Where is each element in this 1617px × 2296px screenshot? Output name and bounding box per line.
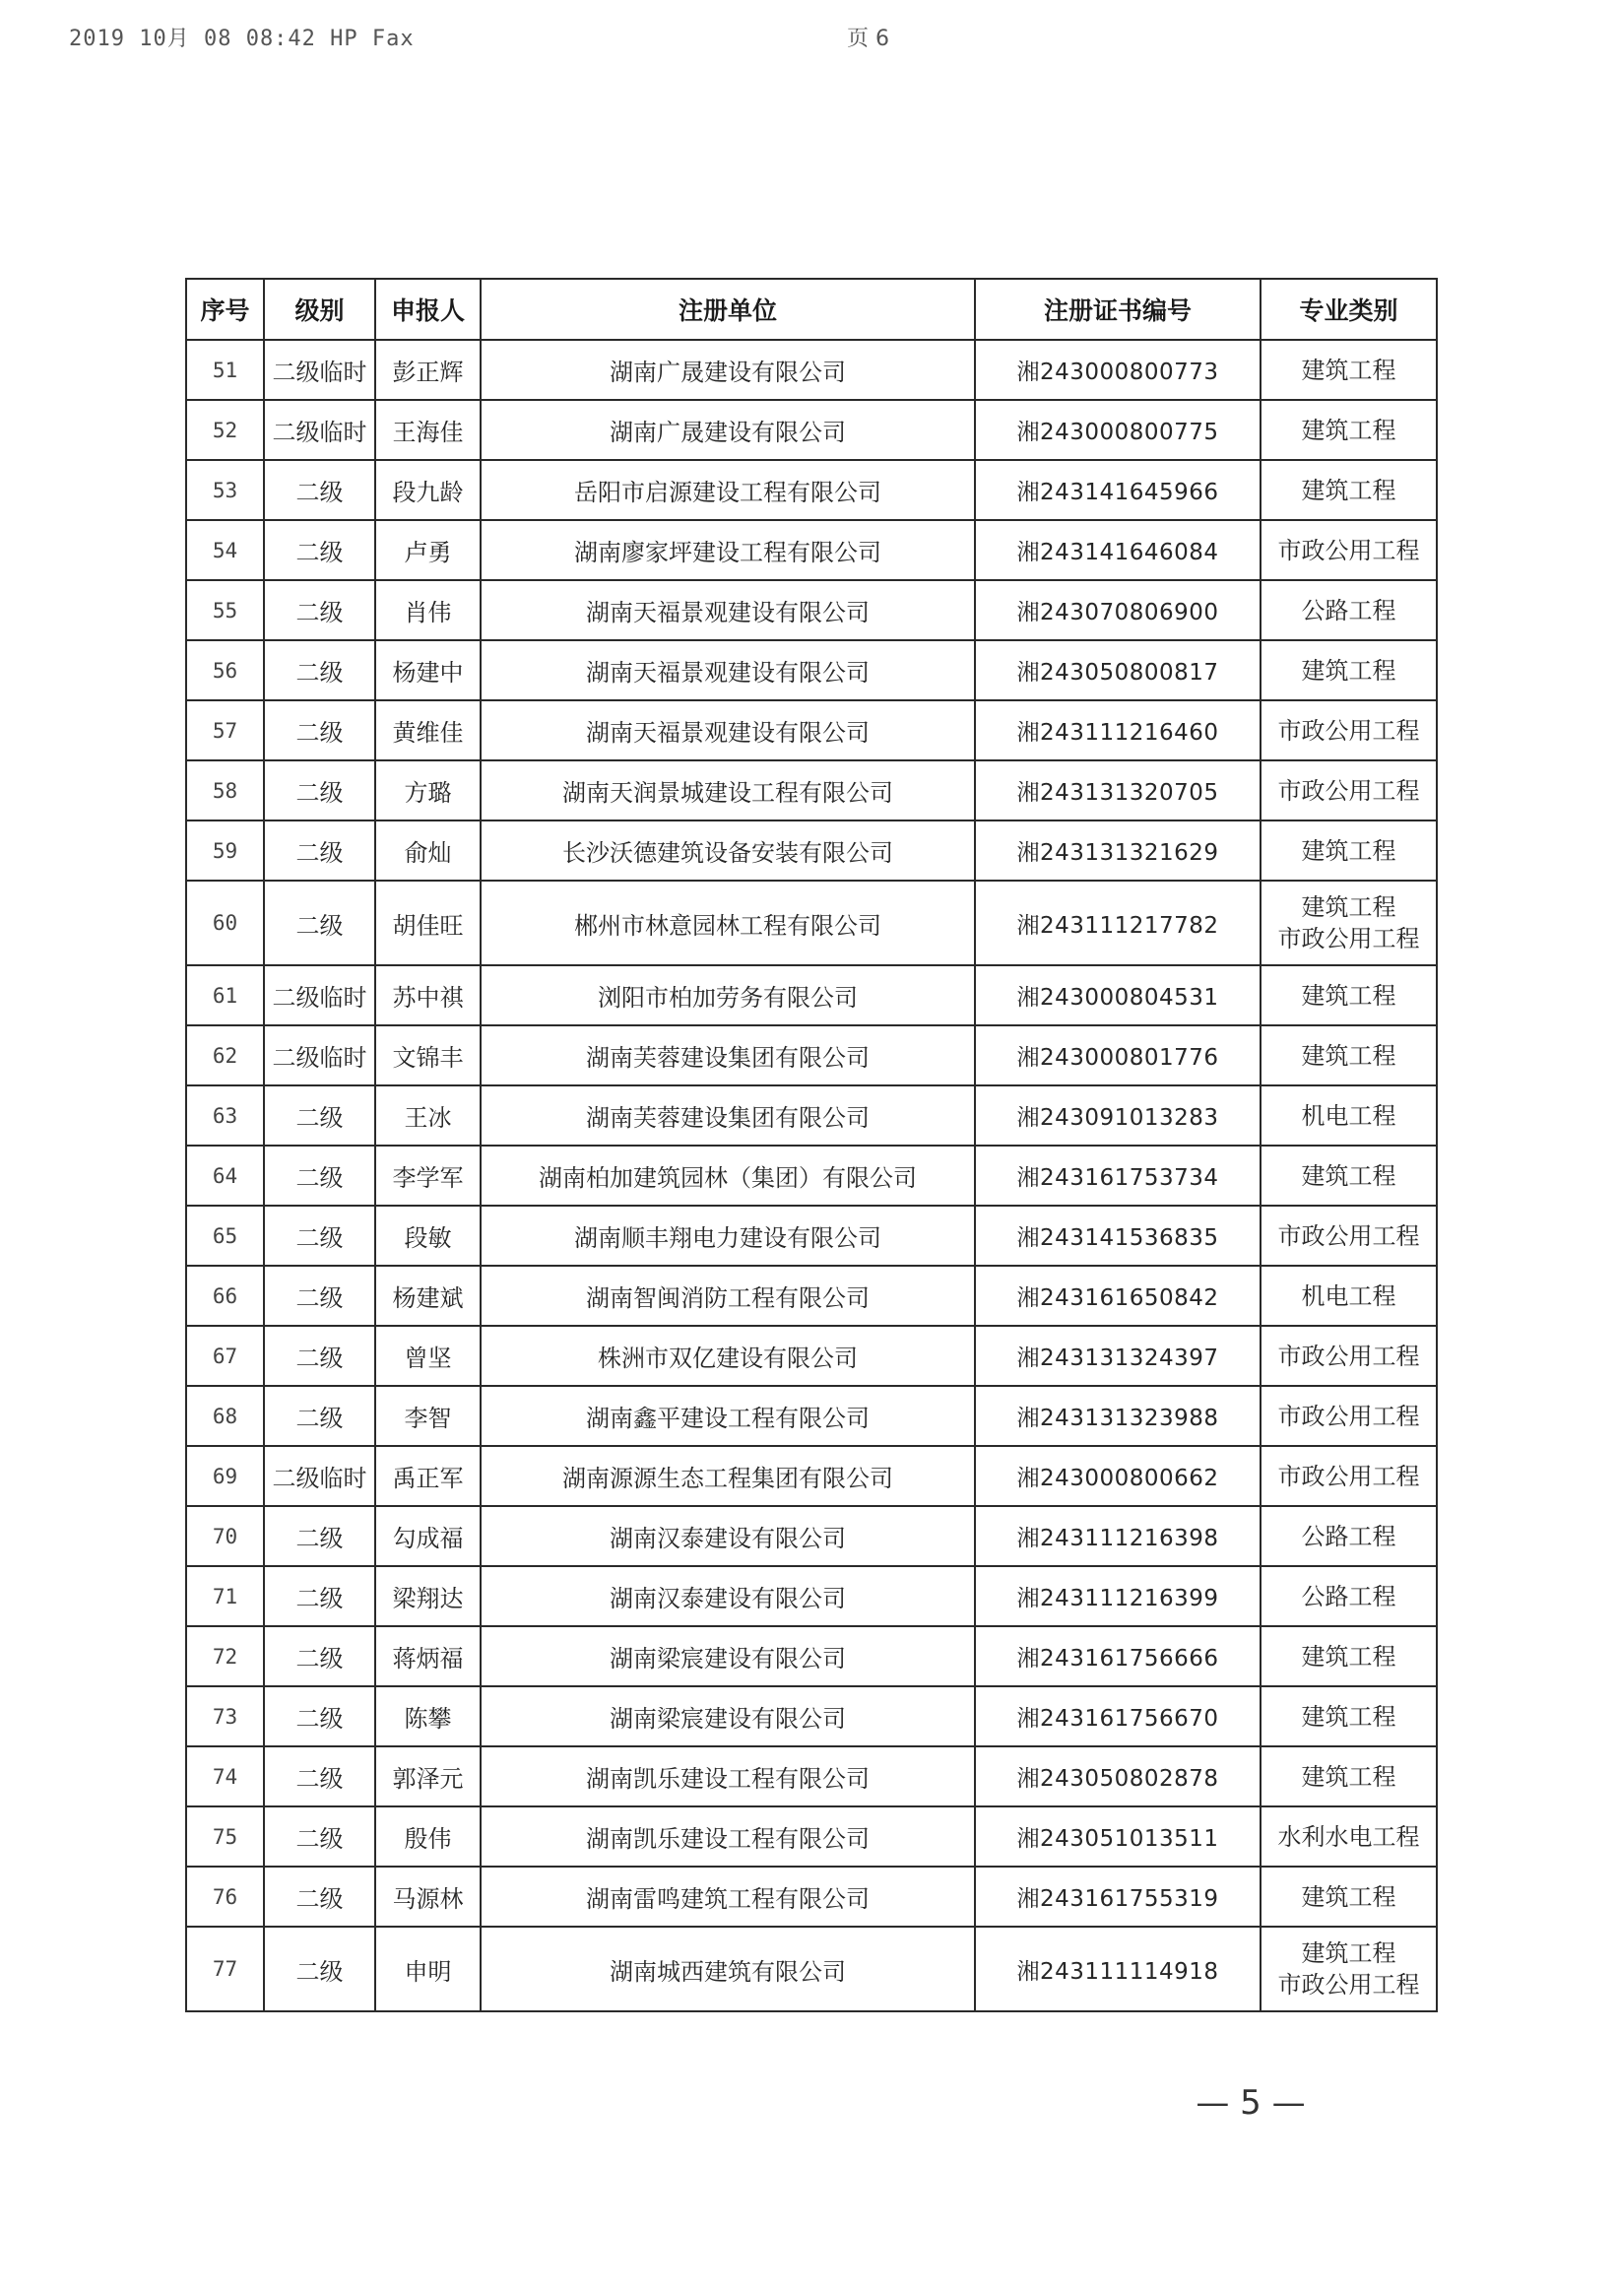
table-row	[186, 580, 1437, 640]
row-applicant: 段敏	[375, 1206, 481, 1266]
row-unit: 湖南智闽消防工程有限公司	[481, 1266, 975, 1326]
row-category	[1261, 520, 1437, 580]
row-serial: 59	[186, 820, 264, 881]
row-serial: 55	[186, 580, 264, 640]
table-header-row	[186, 279, 1437, 340]
category-line: 市政公用工程	[1277, 536, 1420, 564]
table-row	[186, 1386, 1437, 1446]
row-category	[1261, 400, 1437, 460]
category-line: 建筑工程	[1301, 1041, 1396, 1070]
row-applicant: 卢勇	[375, 520, 481, 580]
row-applicant: 曾坚	[375, 1326, 481, 1386]
table-row	[186, 1927, 1437, 2011]
row-level: 二级	[264, 580, 375, 640]
row-category	[1261, 1686, 1437, 1746]
category-line: 公路工程	[1301, 1582, 1396, 1610]
row-unit: 株洲市双亿建设有限公司	[481, 1326, 975, 1386]
table-row	[186, 460, 1437, 520]
row-unit: 湖南源源生态工程集团有限公司	[481, 1446, 975, 1506]
category-line: 公路工程	[1301, 1522, 1396, 1550]
row-level: 二级	[264, 1686, 375, 1746]
row-unit: 湖南芙蓉建设集团有限公司	[481, 1085, 975, 1146]
row-applicant: 杨建斌	[375, 1266, 481, 1326]
row-serial: 77	[186, 1927, 264, 2011]
row-category	[1261, 1626, 1437, 1686]
row-serial: 73	[186, 1686, 264, 1746]
row-category	[1261, 340, 1437, 400]
row-level: 二级	[264, 1927, 375, 2011]
row-cert: 湘243141646084	[975, 520, 1261, 580]
header-category: 专业类别	[1261, 279, 1437, 340]
category-line: 机电工程	[1301, 1101, 1396, 1130]
row-unit: 湖南梁宸建设有限公司	[481, 1626, 975, 1686]
row-applicant: 段九龄	[375, 460, 481, 520]
row-cert: 湘243050800817	[975, 640, 1261, 700]
row-level: 二级临时	[264, 1446, 375, 1506]
row-cert: 湘243131324397	[975, 1326, 1261, 1386]
row-applicant: 禹正军	[375, 1446, 481, 1506]
row-cert: 湘243141645966	[975, 460, 1261, 520]
table-row	[186, 1746, 1437, 1806]
row-level: 二级	[264, 760, 375, 820]
row-cert: 湘243051013511	[975, 1806, 1261, 1867]
row-level: 二级	[264, 1085, 375, 1146]
row-level: 二级	[264, 1867, 375, 1927]
row-unit: 湖南广晟建设有限公司	[481, 400, 975, 460]
row-serial: 51	[186, 340, 264, 400]
row-serial: 63	[186, 1085, 264, 1146]
row-applicant: 勾成福	[375, 1506, 481, 1566]
row-applicant: 黄维佳	[375, 700, 481, 760]
table-row	[186, 820, 1437, 881]
row-level: 二级临时	[264, 340, 375, 400]
row-cert: 湘243000800773	[975, 340, 1261, 400]
row-applicant: 郭泽元	[375, 1746, 481, 1806]
row-serial: 75	[186, 1806, 264, 1867]
row-level: 二级	[264, 1626, 375, 1686]
row-unit: 湖南凯乐建设工程有限公司	[481, 1806, 975, 1867]
table-row	[186, 760, 1437, 820]
row-category	[1261, 1266, 1437, 1326]
row-unit: 湖南城西建筑有限公司	[481, 1927, 975, 2011]
row-level: 二级	[264, 1806, 375, 1867]
category-line: 建筑工程	[1301, 1939, 1396, 1967]
row-category	[1261, 1566, 1437, 1626]
row-unit: 岳阳市启源建设工程有限公司	[481, 460, 975, 520]
row-level: 二级	[264, 1386, 375, 1446]
row-level: 二级	[264, 820, 375, 881]
row-level: 二级	[264, 1146, 375, 1206]
row-cert: 湘243161756670	[975, 1686, 1261, 1746]
header-cert: 注册证书编号	[975, 279, 1261, 340]
row-unit: 湖南柏加建筑园林（集团）有限公司	[481, 1146, 975, 1206]
table-row	[186, 340, 1437, 400]
category-line: 建筑工程	[1301, 416, 1396, 444]
row-unit: 湖南天福景观建设有限公司	[481, 640, 975, 700]
row-cert: 湘243111216460	[975, 700, 1261, 760]
row-unit: 湖南顺丰翔电力建设有限公司	[481, 1206, 975, 1266]
table-row	[186, 1025, 1437, 1085]
row-category	[1261, 1025, 1437, 1085]
row-level: 二级	[264, 520, 375, 580]
category-line: 建筑工程	[1301, 1882, 1396, 1911]
category-line: 建筑工程	[1301, 981, 1396, 1010]
row-cert: 湘243000801776	[975, 1025, 1261, 1085]
row-level: 二级	[264, 1746, 375, 1806]
row-serial: 72	[186, 1626, 264, 1686]
row-cert: 湘243000800775	[975, 400, 1261, 460]
table-row	[186, 640, 1437, 700]
row-cert: 湘243161753734	[975, 1146, 1261, 1206]
row-level: 二级临时	[264, 965, 375, 1025]
table-row	[186, 1506, 1437, 1566]
row-serial: 65	[186, 1206, 264, 1266]
category-line: 水利水电工程	[1277, 1822, 1420, 1851]
row-unit: 浏阳市柏加劳务有限公司	[481, 965, 975, 1025]
row-category	[1261, 965, 1437, 1025]
row-serial: 64	[186, 1146, 264, 1206]
category-line: 建筑工程	[1301, 356, 1396, 384]
row-applicant: 文锦丰	[375, 1025, 481, 1085]
category-line: 市政公用工程	[1277, 1221, 1420, 1250]
row-serial: 66	[186, 1266, 264, 1326]
row-category	[1261, 1927, 1437, 2011]
row-level: 二级	[264, 881, 375, 965]
row-category	[1261, 580, 1437, 640]
category-line: 公路工程	[1301, 596, 1396, 624]
row-unit: 长沙沃德建筑设备安装有限公司	[481, 820, 975, 881]
row-unit: 湖南汉泰建设有限公司	[481, 1506, 975, 1566]
row-cert: 湘243000800662	[975, 1446, 1261, 1506]
row-category	[1261, 1806, 1437, 1867]
category-line: 市政公用工程	[1277, 776, 1420, 805]
row-category	[1261, 640, 1437, 700]
category-line: 市政公用工程	[1277, 716, 1420, 745]
row-applicant: 苏中祺	[375, 965, 481, 1025]
row-cert: 湘243141536835	[975, 1206, 1261, 1266]
row-level: 二级	[264, 700, 375, 760]
category-line: 机电工程	[1301, 1281, 1396, 1310]
row-applicant: 王冰	[375, 1085, 481, 1146]
row-serial: 74	[186, 1746, 264, 1806]
row-unit: 湖南芙蓉建设集团有限公司	[481, 1025, 975, 1085]
table-body	[186, 340, 1437, 2011]
row-unit: 湖南汉泰建设有限公司	[481, 1566, 975, 1626]
row-applicant: 陈攀	[375, 1686, 481, 1746]
row-serial: 69	[186, 1446, 264, 1506]
row-cert: 湘243131320705	[975, 760, 1261, 820]
table-row	[186, 1566, 1437, 1626]
row-unit: 湖南雷鸣建筑工程有限公司	[481, 1867, 975, 1927]
row-level: 二级	[264, 1326, 375, 1386]
row-category	[1261, 1085, 1437, 1146]
category-line: 建筑工程	[1301, 893, 1396, 921]
row-serial: 58	[186, 760, 264, 820]
category-line: 建筑工程	[1301, 1161, 1396, 1190]
row-level: 二级	[264, 640, 375, 700]
row-serial: 56	[186, 640, 264, 700]
row-level: 二级临时	[264, 400, 375, 460]
row-unit: 湖南天润景城建设工程有限公司	[481, 760, 975, 820]
row-applicant: 方璐	[375, 760, 481, 820]
category-line: 建筑工程	[1301, 1762, 1396, 1791]
category-line: 市政公用工程	[1277, 1971, 1420, 1999]
table-row	[186, 1867, 1437, 1927]
table-row	[186, 965, 1437, 1025]
row-applicant: 王海佳	[375, 400, 481, 460]
row-cert: 湘243050802878	[975, 1746, 1261, 1806]
row-serial: 67	[186, 1326, 264, 1386]
row-applicant: 李智	[375, 1386, 481, 1446]
category-line: 市政公用工程	[1277, 1402, 1420, 1430]
row-cert: 湘243091013283	[975, 1085, 1261, 1146]
row-serial: 61	[186, 965, 264, 1025]
row-unit: 湖南天福景观建设有限公司	[481, 700, 975, 760]
row-applicant: 申明	[375, 1927, 481, 2011]
row-serial: 68	[186, 1386, 264, 1446]
row-level: 二级	[264, 1266, 375, 1326]
row-category	[1261, 1446, 1437, 1506]
page-number: — 5 —	[1196, 2083, 1306, 2123]
row-category	[1261, 881, 1437, 965]
row-cert: 湘243111217782	[975, 881, 1261, 965]
table-row	[186, 1085, 1437, 1146]
table-row	[186, 1806, 1437, 1867]
row-category	[1261, 1206, 1437, 1266]
row-unit: 湖南天福景观建设有限公司	[481, 580, 975, 640]
fax-header	[69, 22, 1546, 61]
row-applicant: 俞灿	[375, 820, 481, 881]
row-unit: 湖南梁宸建设有限公司	[481, 1686, 975, 1746]
row-serial: 71	[186, 1566, 264, 1626]
table-row	[186, 1446, 1437, 1506]
row-category	[1261, 1146, 1437, 1206]
row-serial: 54	[186, 520, 264, 580]
row-level: 二级	[264, 1506, 375, 1566]
header-serial: 序号	[186, 279, 264, 340]
table-row	[186, 1686, 1437, 1746]
row-level: 二级	[264, 1566, 375, 1626]
category-line: 建筑工程	[1301, 476, 1396, 504]
row-serial: 60	[186, 881, 264, 965]
row-serial: 53	[186, 460, 264, 520]
fax-page-label: 页 6	[847, 27, 889, 51]
registration-table	[185, 278, 1438, 2012]
row-category	[1261, 1867, 1437, 1927]
row-serial: 57	[186, 700, 264, 760]
row-cert: 湘243161756666	[975, 1626, 1261, 1686]
row-applicant: 马源林	[375, 1867, 481, 1927]
row-serial: 70	[186, 1506, 264, 1566]
row-unit: 湖南廖家坪建设工程有限公司	[481, 520, 975, 580]
category-line: 市政公用工程	[1277, 1462, 1420, 1490]
fax-timestamp: 2019 10月 08 08:42 HP Fax	[69, 27, 415, 51]
header-unit: 注册单位	[481, 279, 975, 340]
row-category	[1261, 820, 1437, 881]
row-applicant: 胡佳旺	[375, 881, 481, 965]
row-level: 二级	[264, 460, 375, 520]
row-level: 二级临时	[264, 1025, 375, 1085]
table-row	[186, 881, 1437, 965]
category-line: 建筑工程	[1301, 656, 1396, 685]
row-category	[1261, 460, 1437, 520]
row-category	[1261, 760, 1437, 820]
row-category	[1261, 1386, 1437, 1446]
row-serial: 62	[186, 1025, 264, 1085]
row-level: 二级	[264, 1206, 375, 1266]
row-unit: 郴州市林意园林工程有限公司	[481, 881, 975, 965]
row-serial: 76	[186, 1867, 264, 1927]
row-applicant: 梁翔达	[375, 1566, 481, 1626]
table-row	[186, 400, 1437, 460]
row-applicant: 肖伟	[375, 580, 481, 640]
row-applicant: 蒋炳福	[375, 1626, 481, 1686]
table-row	[186, 1626, 1437, 1686]
row-applicant: 殷伟	[375, 1806, 481, 1867]
table-row	[186, 1206, 1437, 1266]
row-cert: 湘243111114918	[975, 1927, 1261, 2011]
table-row	[186, 1326, 1437, 1386]
row-cert: 湘243111216399	[975, 1566, 1261, 1626]
table-row	[186, 1146, 1437, 1206]
row-cert: 湘243161650842	[975, 1266, 1261, 1326]
category-line: 市政公用工程	[1277, 925, 1420, 952]
row-unit: 湖南鑫平建设工程有限公司	[481, 1386, 975, 1446]
category-line: 建筑工程	[1301, 836, 1396, 865]
row-cert: 湘243111216398	[975, 1506, 1261, 1566]
table-row	[186, 700, 1437, 760]
row-cert: 湘243070806900	[975, 580, 1261, 640]
row-cert: 湘243131323988	[975, 1386, 1261, 1446]
row-category	[1261, 1506, 1437, 1566]
table-row	[186, 1266, 1437, 1326]
category-line: 建筑工程	[1301, 1642, 1396, 1671]
header-level: 级别	[264, 279, 375, 340]
row-serial: 52	[186, 400, 264, 460]
row-applicant: 李学军	[375, 1146, 481, 1206]
row-applicant: 杨建中	[375, 640, 481, 700]
row-cert: 湘243161755319	[975, 1867, 1261, 1927]
row-unit: 湖南凯乐建设工程有限公司	[481, 1746, 975, 1806]
row-category	[1261, 1746, 1437, 1806]
row-applicant: 彭正辉	[375, 340, 481, 400]
category-line: 市政公用工程	[1277, 1342, 1420, 1370]
header-applicant: 申报人	[375, 279, 481, 340]
row-category	[1261, 700, 1437, 760]
row-cert: 湘243131321629	[975, 820, 1261, 881]
row-cert: 湘243000804531	[975, 965, 1261, 1025]
row-category	[1261, 1326, 1437, 1386]
table-row	[186, 520, 1437, 580]
row-unit: 湖南广晟建设有限公司	[481, 340, 975, 400]
category-line: 建筑工程	[1301, 1702, 1396, 1731]
